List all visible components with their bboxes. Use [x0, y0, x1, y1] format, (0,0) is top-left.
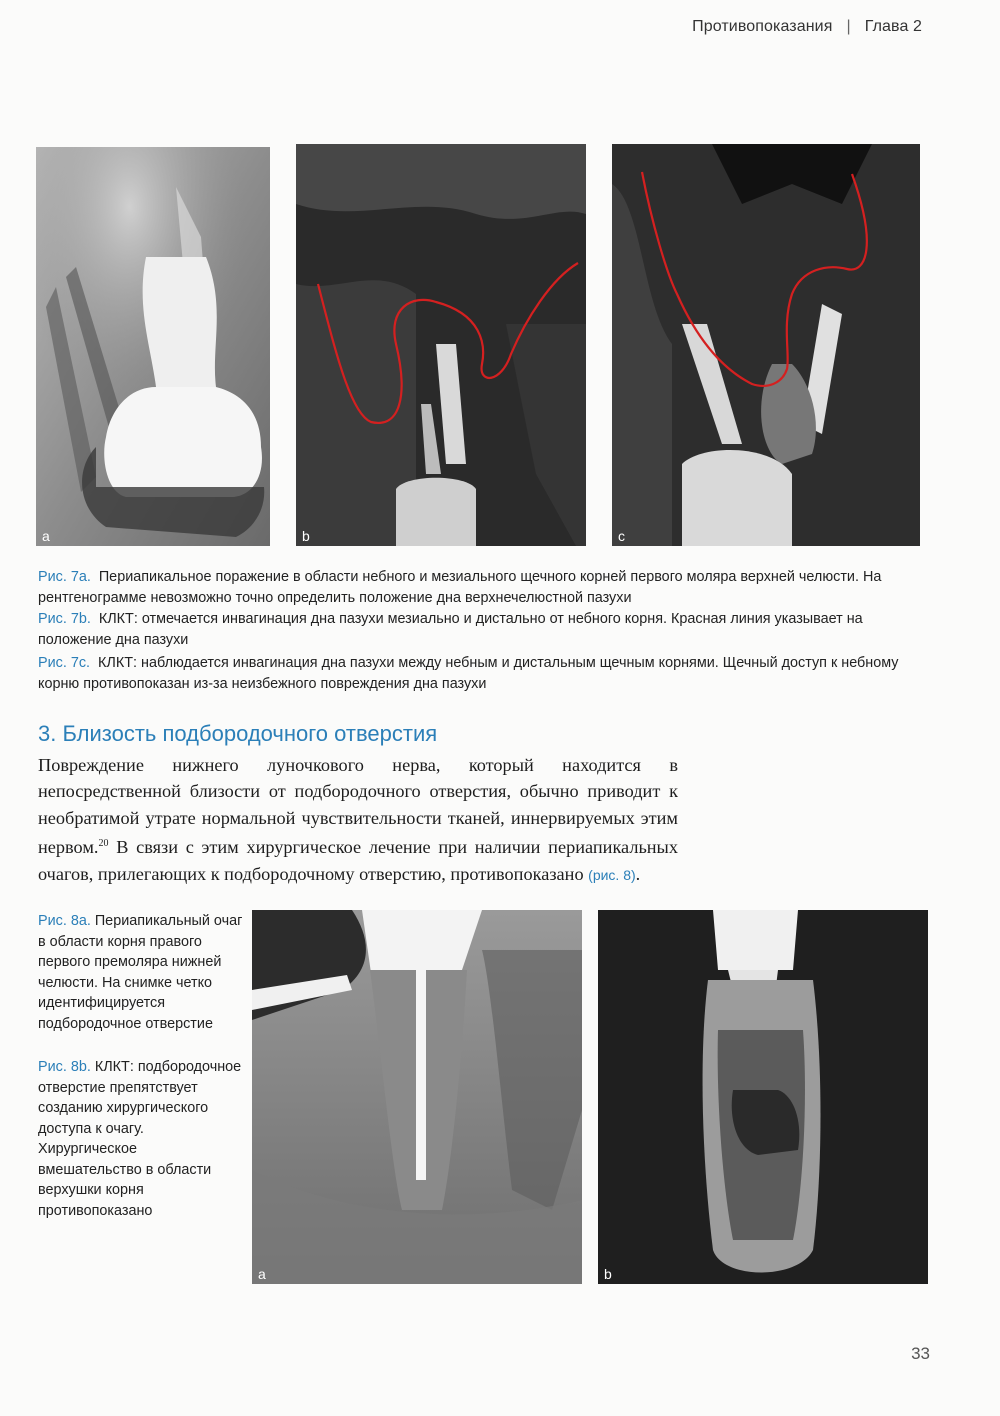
caption-7b-text: КЛКТ: отмечается инвагинация дна пазухи мезиально и дистально от небного корня. Красная линия указывает на положение дна пазухи [38, 611, 863, 648]
caption-8b [38, 1057, 243, 1221]
caption-7a [38, 567, 938, 609]
caption-7a-text: Периапикальное поражение в области небного и мезиального щечного корней первого моляра верхней челюсти. На рентгенограмме невозможно точно определить положение дна верхнечелюстной пазухи [38, 569, 882, 606]
running-header [692, 18, 922, 36]
paragraph-part-2: В связи с этим хирургическое лечение при наличии периапикальных очагов, прилегающих к подбородочному отверстию, противопоказано [38, 837, 678, 884]
page-number: 33 [911, 1344, 930, 1363]
section-paragraph [38, 752, 678, 888]
caption-8a-tag: Рис. 8а. [38, 913, 91, 929]
caption-8a-text: Периапикальный очаг в области корня правого первого премоляра нижней челюсти. На снимке четко идентифицируется подбородочное отверстие [38, 913, 243, 1032]
figure-7b-image [296, 144, 586, 546]
header-chapter: Глава 2 [864, 18, 922, 35]
figure-8a-xray [252, 910, 582, 1284]
figure-7a-xray [36, 147, 270, 546]
header-section: Противопоказания [692, 18, 833, 35]
figure-7b-cbct [296, 144, 586, 546]
reference-superscript: 20 [98, 838, 109, 850]
caption-7c-text: КЛКТ: наблюдается инвагинация дна пазухи между небным и дистальным щечным корнями. Щечный доступ к небному корню противопоказан из-за неизбежного повреждения дна пазухи [38, 655, 899, 692]
header-separator: | [846, 18, 851, 35]
figure-7c-label: c [618, 528, 625, 544]
figure-7c-cbct [612, 144, 920, 546]
caption-8a [38, 911, 243, 1034]
caption-7b-tag: Рис. 7b. [38, 611, 91, 627]
figure-8b-image [598, 910, 928, 1284]
caption-7c-tag: Рис. 7c. [38, 655, 91, 671]
figure-8b-label: b [604, 1266, 612, 1282]
figure-7c-image [612, 144, 920, 546]
caption-8b-text: КЛКТ: подбородочное отверстие препятствует созданию хирургического доступа к очагу. Хирургическое вмешательство в области верхушки корня противопоказано [38, 1059, 242, 1219]
figure-8a-label: a [258, 1266, 266, 1282]
caption-7a-tag: Рис. 7а. [38, 569, 91, 585]
caption-7b [38, 609, 938, 651]
figure-7b-label: b [302, 528, 310, 544]
figure-8b-cbct [598, 910, 928, 1284]
paragraph-part-1: Повреждение нижнего луночкового нерва, который находится в непосредственной близости от подбородочного отверстия, обычно приводит к необратимой утрате нормальной чувствительности тканей, иннервируемых этим нервом. [38, 755, 678, 858]
figure-7a-image [36, 147, 270, 546]
caption-8b-tag: Рис. 8b. [38, 1059, 91, 1075]
caption-7c [38, 653, 938, 695]
figure-7a-label: a [42, 528, 50, 544]
figure-reference-link[interactable]: (рис. 8) [588, 866, 636, 883]
section-title: 3. Близость подбородочного отверстия [38, 721, 438, 746]
figure-8a-image [252, 910, 582, 1284]
paragraph-end: . [635, 863, 641, 884]
